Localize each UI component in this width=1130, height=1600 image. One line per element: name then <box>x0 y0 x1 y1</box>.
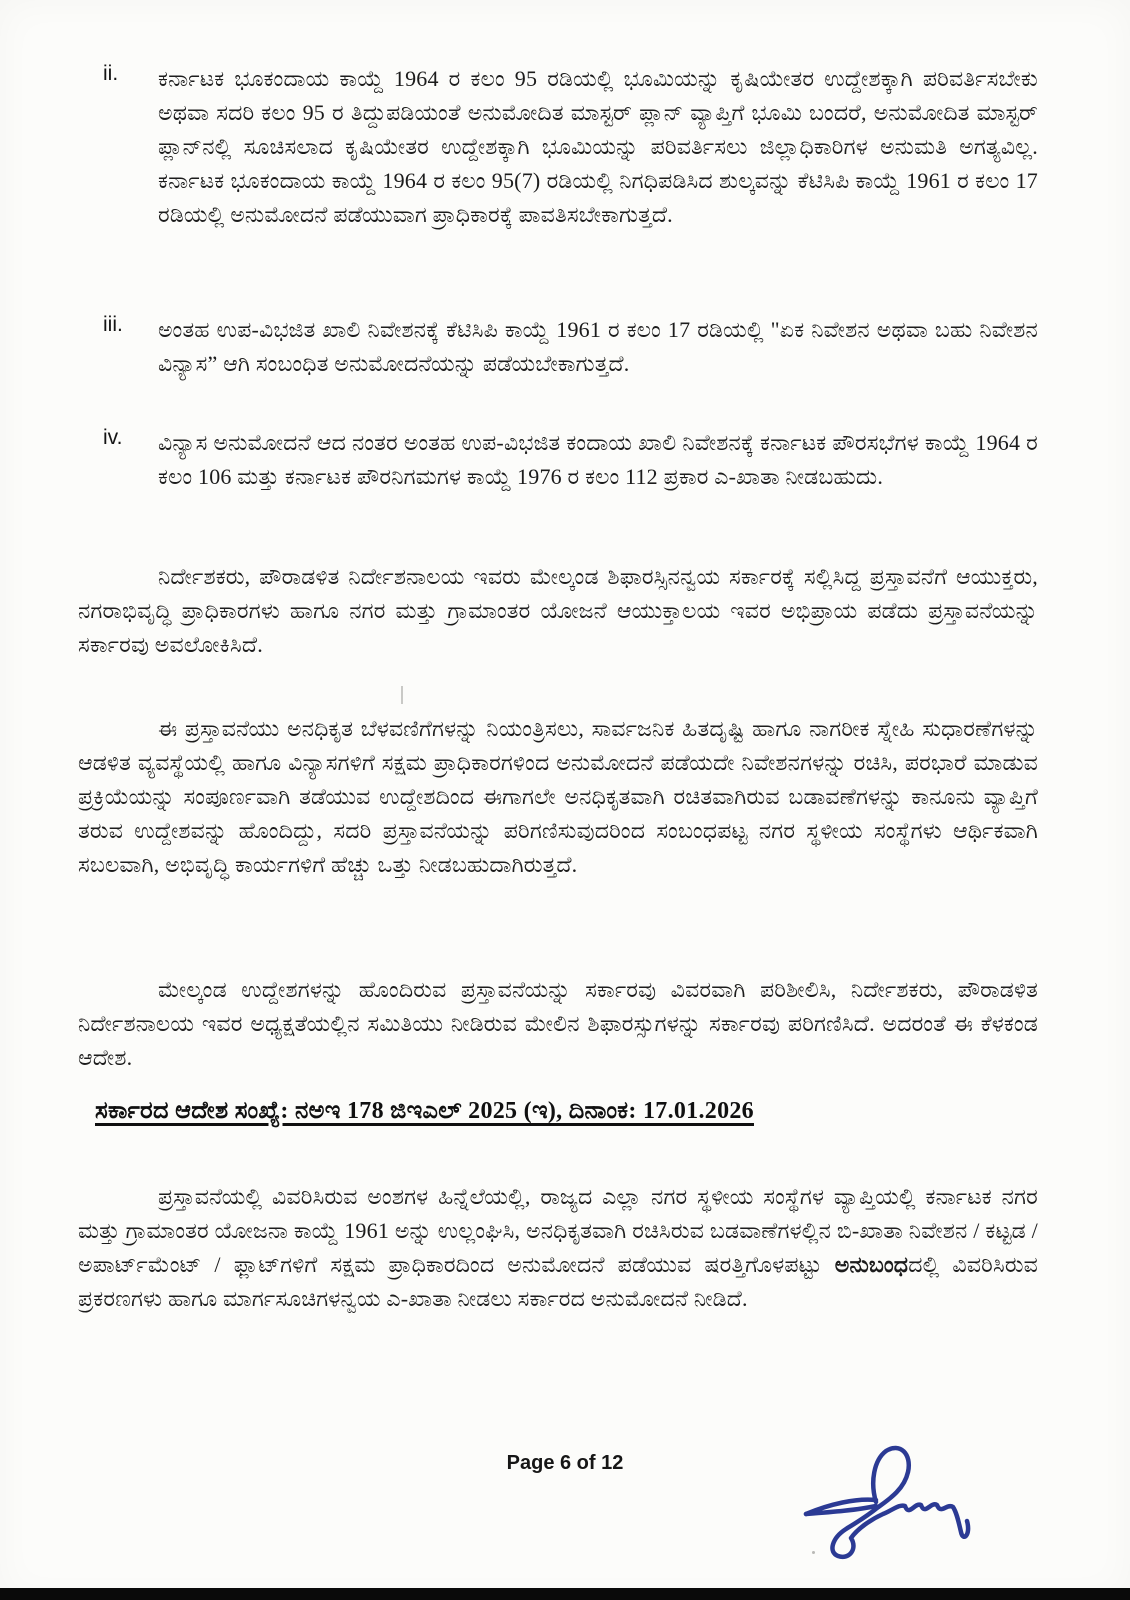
page-number: Page 6 of 12 <box>506 1452 624 1474</box>
scan-speck <box>812 1551 815 1554</box>
scan-fold-artifact <box>401 686 403 704</box>
paragraph-approval <box>78 1180 1038 1316</box>
approval-text-before: ಪ್ರಸ್ತಾವನೆಯಲ್ಲಿ ವಿವರಿಸಿರುವ ಅಂಶಗಳ ಹಿನ್ನೆಲೆಯಲ್ಲಿ, ರಾಜ್ಯದ ಎಲ್ಲಾ ನಗರ ಸ್ಥಳೀಯ ಸಂಸ್ಥೆಗಳ ವ್ಯಾಪ್ತಿಯಲ್ಲಿ ಕರ್ನಾಟಕ ನಗರ ಮತ್ತು ಗ್ರಾಮಾಂತರ ಯೋಜನಾ ಕಾಯ್ದೆ 1961 ಅನ್ನು ಉಲ್ಲಂಘಿಸಿ, ಅನಧಿಕೃತವಾಗಿ ರಚಿಸಿರುವ ಬಡವಾಣೆಗಳಲ್ಲಿನ ಬಿ-ಖಾತಾ ನಿವೇಶನ / ಕಟ್ಟಡ / ಅಪಾರ್ಟ್‌ಮೆಂಟ್ / ಫ್ಲಾಟ್‌ಗಳಿಗೆ ಸಕ್ಷಮ ಪ್ರಾಧಿಕಾರದಿಂದ ಅನುಮೋದನೆ ಪಡೆಯುವ ಷರತ್ತಿಗೊಳಪಟ್ಟು <box>78 1184 1038 1277</box>
signature-scribble-icon <box>780 1418 1000 1583</box>
list-marker: iv. <box>103 426 123 449</box>
paragraph-consideration: ಮೇಲ್ಕಂಡ ಉದ್ದೇಶಗಳನ್ನು ಹೊಂದಿರುವ ಪ್ರಸ್ತಾವನೆಯನ್ನು ಸರ್ಕಾರವು ವಿವರವಾಗಿ ಪರಿಶೀಲಿಸಿ, ನಿರ್ದೇಶಕರು, ಪೌರಾಡಳಿತ ನಿರ್ದೇಶನಾಲಯ ಇವರ ಅಧ್ಯಕ್ಷತೆಯಲ್ಲಿನ ಸಮಿತಿಯು ನೀಡಿರುವ ಮೇಲಿನ ಶಿಫಾರಸ್ಸುಗಳನ್ನು ಸರ್ಕಾರವು ಪರಿಗಣಿಸಿದೆ. ಅದರಂತೆ ಈ ಕೆಳಕಂಡ ಆದೇಶ. <box>78 977 1038 1070</box>
order-number-heading: ಸರ್ಕಾರದ ಆದೇಶ ಸಂಖ್ಯೆ: ನಅಇ 178 ಜಿಇಎಲ್ 2025 (ಇ), ದಿನಾಂಕ: 17.01.2026 <box>95 1098 754 1124</box>
list-item-iv <box>0 426 1130 494</box>
approval-bold-word: ಅನುಬಂಧ <box>834 1252 909 1277</box>
signature-icon <box>780 1418 1000 1583</box>
list-item-ii <box>0 62 1130 232</box>
list-item-iii <box>0 313 1130 381</box>
list-marker: ii. <box>103 62 119 85</box>
list-marker: iii. <box>103 313 123 336</box>
paragraph-review: ನಿರ್ದೇಶಕರು, ಪೌರಾಡಳಿತ ನಿರ್ದೇಶನಾಲಯ ಇವರು ಮೇಲ್ಕಂಡ ಶಿಫಾರಸ್ಸಿನನ್ವಯ ಸರ್ಕಾರಕ್ಕೆ ಸಲ್ಲಿಸಿದ್ದ ಪ್ರಸ್ತಾವನೆಗೆ ಆಯುಕ್ತರು, ನಗರಾಭಿವೃದ್ಧಿ ಪ್ರಾಧಿಕಾರಗಳು ಹಾಗೂ ನಗರ ಮತ್ತು ಗ್ರಾಮಾಂತರ ಯೋಜನೆ ಆಯುಕ್ತಾಲಯ ಇವರ ಅಭಿಪ್ರಾಯ ಪಡೆದು ಪ್ರಸ್ತಾವನೆಯನ್ನು ಸರ್ಕಾರವು ಅವಲೋಕಿಸಿದೆ. <box>78 564 1038 657</box>
list-item-text: ಅಂತಹ ಉಪ-ವಿಭಜಿತ ಖಾಲಿ ನಿವೇಶನಕ್ಕೆ ಕೆಟಿಸಿಪಿ ಕಾಯ್ದೆ 1961 ರ ಕಲಂ 17 ರಡಿಯಲ್ಲಿ "ಏಕ ನಿವೇಶನ ಅಥವಾ ಬಹು ನಿವೇಶನ ವಿನ್ಯಾಸ” ಆಗಿ ಸಂಬಂಧಿತ ಅನುಮೋದನೆಯನ್ನು ಪಡೆಯಬೇಕಾಗುತ್ತದೆ. <box>158 317 1038 376</box>
approval-text-after: ದಲ್ಲಿ ವಿವರಿಸಿರುವ ಪ್ರಕರಣಗಳು ಹಾಗೂ ಮಾರ್ಗಸೂಚಿಗಳನ್ವಯ ಎ-ಖಾತಾ ನೀಡಲು ಸರ್ಕಾರದ ಅನುಮೋದನೆ ನೀಡಿದೆ. <box>78 1252 1039 1311</box>
paragraph-objective: ಈ ಪ್ರಸ್ತಾವನೆಯು ಅನಧಿಕೃತ ಬೆಳವಣಿಗೆಗಳನ್ನು ನಿಯಂತ್ರಿಸಲು, ಸಾರ್ವಜನಿಕ ಹಿತದೃಷ್ಟಿ ಹಾಗೂ ನಾಗರೀಕ ಸ್ನೇಹಿ ಸುಧಾರಣೆಗಳನ್ನು ಆಡಳಿತ ವ್ಯವಸ್ಥೆಯಲ್ಲಿ ಹಾಗೂ ವಿನ್ಯಾಸಗಳಿಗೆ ಸಕ್ಷಮ ಪ್ರಾಧಿಕಾರಗಳಿಂದ ಅನುಮೋದನೆ ಪಡೆಯದೇ ನಿವೇಶನಗಳನ್ನು ರಚಿಸಿ, ಪರಭಾರೆ ಮಾಡುವ ಪ್ರಕ್ರಿಯೆಯನ್ನು ಸಂಪೂರ್ಣವಾಗಿ ತಡೆಯುವ ಉದ್ದೇಶದಿಂದ ಈಗಾಗಲೇ ಅನಧಿಕೃತವಾಗಿ ರಚಿತವಾಗಿರುವ ಬಡಾವಣೆಗಳನ್ನು ಕಾನೂನು ವ್ಯಾಪ್ತಿಗೆ ತರುವ ಉದ್ದೇಶವನ್ನು ಹೊಂದಿದ್ದು, ಸದರಿ ಪ್ರಸ್ತಾವನೆಯನ್ನು ಪರಿಗಣಿಸುವುದರಿಂದ ಸಂಬಂಧಪಟ್ಟ ನಗರ ಸ್ಥಳೀಯ ಸಂಸ್ಥೆಗಳು ಆರ್ಥಿಕವಾಗಿ ಸಬಲವಾಗಿ, ಅಭಿವೃದ್ಧಿ ಕಾರ್ಯಗಳಿಗೆ ಹೆಚ್ಚು ಒತ್ತು ನೀಡಬಹುದಾಗಿರುತ್ತದೆ. <box>78 716 1038 877</box>
scan-edge-bar <box>0 1588 1130 1600</box>
list-item-text: ವಿನ್ಯಾಸ ಅನುಮೋದನೆ ಆದ ನಂತರ ಅಂತಹ ಉಪ-ವಿಭಜಿತ ಕಂದಾಯ ಖಾಲಿ ನಿವೇಶನಕ್ಕೆ ಕರ್ನಾಟಕ ಪೌರಸಭೆಗಳ ಕಾಯ್ದೆ 1964 ರ ಕಲಂ 106 ಮತ್ತು ಕರ್ನಾಟಕ ಪೌರನಿಗಮಗಳ ಕಾಯ್ದೆ 1976 ರ ಕಲಂ 112 ಪ್ರಕಾರ ಎ-ಖಾತಾ ನೀಡಬಹುದು. <box>158 430 1038 489</box>
list-item-text: ಕರ್ನಾಟಕ ಭೂಕಂದಾಯ ಕಾಯ್ದೆ 1964 ರ ಕಲಂ 95 ರಡಿಯಲ್ಲಿ ಭೂಮಿಯನ್ನು ಕೃಷಿಯೇತರ ಉದ್ದೇಶಕ್ಕಾಗಿ ಪರಿವರ್ತಿಸಬೇಕು ಅಥವಾ ಸದರಿ ಕಲಂ 95 ರ ತಿದ್ದುಪಡಿಯಂತೆ ಅನುಮೋದಿತ ಮಾಸ್ಟರ್ ಪ್ಲಾನ್ ವ್ಯಾಪ್ತಿಗೆ ಭೂಮಿ ಬಂದರೆ, ಅನುಮೋದಿತ ಮಾಸ್ಟರ್ ಪ್ಲಾನ್‌ನಲ್ಲಿ ಸೂಚಿಸಲಾದ ಕೃಷಿಯೇತರ ಉದ್ದೇಶಕ್ಕಾಗಿ ಭೂಮಿಯನ್ನು ಪರಿವರ್ತಿಸಲು ಜಿಲ್ಲಾಧಿಕಾರಿಗಳ ಅನುಮತಿ ಅಗತ್ಯವಿಲ್ಲ. ಕರ್ನಾಟಕ ಭೂಕಂದಾಯ ಕಾಯ್ದೆ 1964 ರ ಕಲಂ 95(7) ರಡಿಯಲ್ಲಿ ನಿಗಧಿಪಡಿಸಿದ ಶುಲ್ಕವನ್ನು ಕೆಟಿಸಿಪಿ ಕಾಯ್ದೆ 1961 ರ ಕಲಂ 17 ರಡಿಯಲ್ಲಿ ಅನುಮೋದನೆ ಪಡೆಯುವಾಗ ಪ್ರಾಧಿಕಾರಕ್ಕೆ ಪಾವತಿಸಬೇಕಾಗುತ್ತದೆ. <box>158 66 1038 227</box>
